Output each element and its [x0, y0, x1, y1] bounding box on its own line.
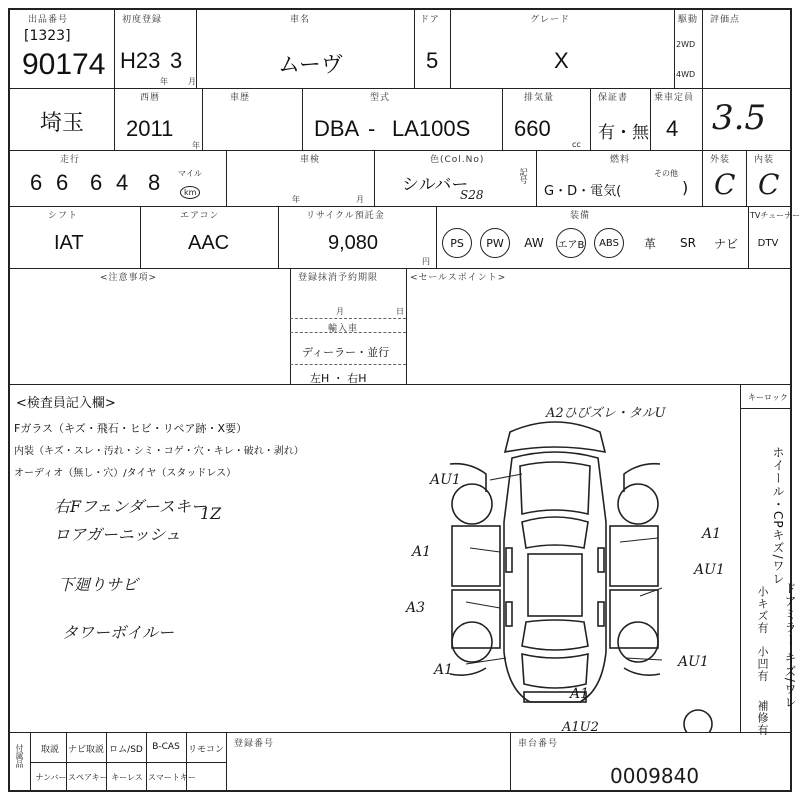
model-type-a: DBA	[314, 116, 360, 141]
equipment-3: エアB	[556, 228, 586, 258]
color-label: 色(Col.No)	[430, 155, 485, 165]
reg-month-unit: 月	[188, 77, 196, 86]
year: 2011	[126, 116, 174, 141]
mileage-digit: 6	[56, 170, 69, 195]
car-damage-diagram	[430, 402, 730, 732]
diagram-mark: AU1	[430, 472, 461, 488]
car-name-label: 車名	[290, 15, 311, 25]
sales-label: <セールスポイント>	[410, 273, 507, 283]
equip-label: 装備	[570, 211, 591, 221]
grade: X	[554, 48, 569, 73]
drive-2wd: 2WD	[676, 40, 696, 49]
reg-expire-label: 登録抹消予約期限	[298, 273, 379, 283]
color-name: シルバー	[402, 175, 469, 195]
side-text-wheel: ホイール・CPキズ/ワレ	[771, 446, 785, 586]
note-suffix: 1Z	[200, 504, 222, 523]
option-top-3: B-CAS	[152, 742, 180, 752]
doors: 5	[426, 48, 439, 73]
lot-number: 90174	[22, 48, 106, 81]
warranty-label: 保証書	[598, 93, 629, 103]
mileage-digit: 4	[116, 170, 129, 195]
side-text-small-dent: 小凹有	[756, 646, 769, 682]
audio-line: オーディオ（無し・穴）/タイヤ（スタッドレス）	[14, 468, 237, 479]
shift: IAT	[54, 232, 84, 254]
aircon: AAC	[188, 232, 230, 254]
reg-era: H23	[120, 48, 161, 73]
door-label: ドア	[420, 15, 440, 25]
fuel-label: 燃料	[610, 155, 631, 165]
mileage-digit: 8	[148, 170, 161, 195]
dealer-parallel: ディーラー・並行	[302, 346, 390, 359]
drive-label: 駆動	[678, 15, 699, 25]
diagram-mark: A1	[412, 544, 432, 560]
year-unit: 年	[192, 141, 200, 150]
note-4: タワーボイルー	[62, 623, 175, 642]
color-code: S28	[460, 188, 484, 202]
shift-label: シフト	[48, 211, 79, 221]
recycle: 9,080	[328, 232, 379, 254]
equipment-5: 革	[643, 236, 656, 251]
car-name: ムーヴ	[278, 52, 343, 77]
diagram-mark: A1	[570, 686, 590, 702]
option-top-2: ロム/SD	[109, 745, 143, 755]
handle-side: 左H ・ 右H	[310, 372, 367, 385]
expire-month: 月	[336, 307, 344, 316]
warranty: 有・無	[598, 123, 649, 143]
reg-label: 初度登録	[122, 15, 163, 25]
mile-unit: マイル	[178, 169, 202, 178]
score-label: 評価点	[710, 15, 741, 25]
glass-line: Fガラス（キズ・飛石・ヒビ・リペア跡・X要）	[14, 422, 248, 435]
fuel-paren-close: )	[682, 178, 689, 197]
diagram-mark: AU1	[678, 654, 709, 670]
grade-label: グレード	[530, 15, 571, 25]
option-bottom-2: キーレス	[111, 773, 143, 782]
equipment-0: PS	[442, 228, 472, 258]
diagram-mark: A1	[434, 662, 454, 678]
interior-line: 内装（キズ・スレ・汚れ・シミ・コゲ・穴・キレ・破れ・剥れ）	[14, 446, 304, 457]
inspector-label: <検査員記入欄>	[16, 396, 116, 411]
seats-label: 乗車定員	[654, 93, 695, 103]
score: 3.5	[712, 98, 767, 138]
yen-unit: 円	[422, 257, 430, 266]
equipment-1: PW	[480, 228, 510, 258]
option-top-1: ナビ取説	[68, 745, 105, 755]
auction-sheet	[8, 8, 800, 792]
model-type-dash: -	[368, 116, 376, 141]
option-bottom-0: ナンバー	[35, 773, 67, 782]
note-3: 下廻りサビ	[58, 575, 139, 594]
expire-day: 日	[396, 307, 404, 316]
color-side-label: 記号	[519, 168, 528, 184]
insp-year-unit: 年	[292, 195, 300, 204]
cc-label: 排気量	[524, 93, 555, 103]
mileage-digit: 6	[90, 170, 103, 195]
notes-label: <注意事項>	[100, 273, 158, 283]
equipment-2: AW	[524, 236, 544, 250]
option-top-4: リモコン	[188, 745, 225, 755]
keylock-label: キーロック	[748, 393, 788, 402]
cc-unit: cc	[572, 140, 581, 149]
cc: 660	[514, 116, 551, 141]
option-bottom-3: スマートキー	[148, 773, 196, 782]
insp-month-unit: 月	[356, 195, 364, 204]
drive-4wd: 4WD	[676, 70, 696, 79]
reg-month: 3	[170, 48, 183, 73]
tv-label: TVチューナー	[750, 211, 800, 220]
chassis-label: 車台番号	[518, 739, 559, 749]
side-text-mirror: ドアミラー キズ/ワレ	[783, 582, 797, 709]
side-text-repair: 補修有	[756, 700, 769, 736]
mileage-digit: 6	[30, 170, 43, 195]
fuel-other: その他	[654, 169, 678, 178]
ext-label: 外装	[710, 155, 731, 165]
diagram-mark: A1U2	[562, 720, 599, 735]
mileage-label: 走行	[60, 155, 81, 165]
diagram-mark: A3	[406, 600, 426, 616]
reg-year-unit: 年	[160, 77, 168, 86]
diagram-mark: AU1	[694, 562, 725, 578]
aircon-label: エアコン	[180, 211, 220, 221]
inspection-label: 車検	[300, 155, 321, 165]
equipment-7: ナビ	[713, 236, 738, 251]
int-grade: C	[758, 168, 780, 201]
accessory-label: 付属品	[15, 744, 24, 768]
chassis-number: 0009840	[610, 764, 700, 788]
fuel: G・D・電気(	[544, 184, 622, 199]
lot-prefix: [1323]	[24, 28, 71, 44]
ext-grade: C	[714, 168, 736, 201]
area: 埼玉	[40, 110, 85, 135]
history-label: 車歴	[230, 93, 251, 103]
recycle-label: リサイクル預託金	[306, 211, 385, 221]
equipment-6: SR	[680, 236, 696, 250]
diagram-mark: A1	[702, 526, 722, 542]
side-text-small-scratch: 小キズ有	[756, 586, 769, 634]
option-top-0: 取説	[40, 745, 59, 755]
note-2: ロアガーニッシュ	[54, 525, 181, 544]
seats: 4	[666, 116, 679, 141]
diagram-mark-front: A2ひびズレ・タルU	[546, 406, 666, 421]
lot-label: 出品番号	[28, 15, 69, 25]
km-unit: km	[180, 186, 200, 199]
option-bottom-1: スペアキー	[68, 773, 108, 782]
year-label: 西暦	[140, 93, 161, 103]
note-1: 右Fフェンダースキー	[54, 497, 207, 516]
import-label: 輸入車	[328, 324, 359, 334]
equipment-4: ABS	[594, 228, 624, 258]
equipment-8: DTV	[757, 237, 779, 249]
type-label: 型式	[370, 93, 391, 103]
model-type-b: LA100S	[392, 116, 471, 141]
int-label: 内装	[754, 155, 775, 165]
regno-label: 登録番号	[234, 739, 275, 749]
